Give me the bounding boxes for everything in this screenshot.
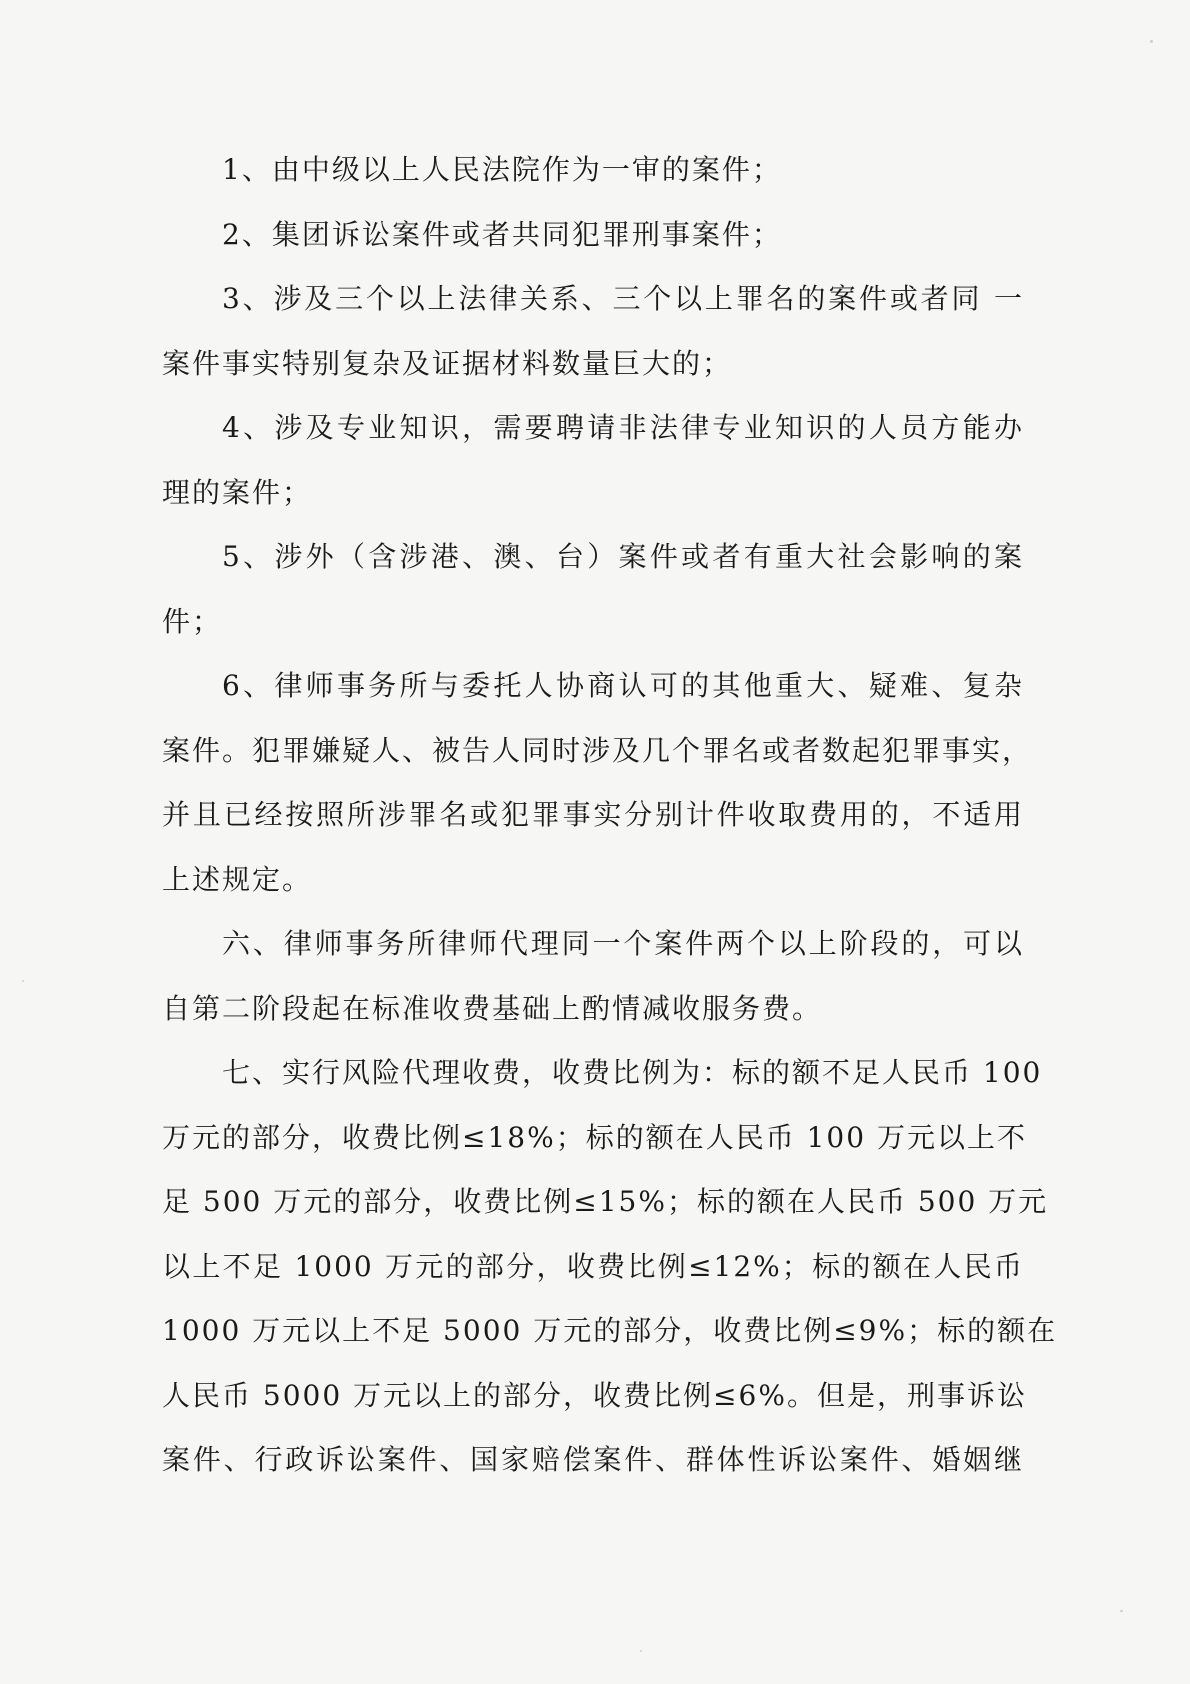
item-1-line: 1、由中级以上人民法院作为一审的案件； <box>222 153 782 186</box>
clause-7-line-4: 以上不足 1000 万元的部分，收费比例≤12%；标的额在人民币 <box>162 1249 1024 1283</box>
item-4-line-1: 4、涉及专业知识，需要聘请非法律专业知识的人员方能办 <box>222 411 1024 444</box>
clause-6-line-1: 六、律师事务所律师代理同一个案件两个以上阶段的，可以 <box>222 927 1024 960</box>
item-6-line-4: 上述规定。 <box>162 862 313 896</box>
item-6-line-3: 并且已经按照所涉罪名或犯罪事实分别计件收取费用的，不适用 <box>162 798 1024 831</box>
item-5-line-2: 件； <box>162 604 223 638</box>
scan-speck <box>640 1650 642 1652</box>
item-4-line-2: 理的案件； <box>162 475 313 509</box>
item-2-line: 2、集团诉讼案件或者共同犯罪刑事案件； <box>222 217 782 251</box>
item-6-line-2: 案件。犯罪嫌疑人、被告人同时涉及几个罪名或者数起犯罪事实， <box>162 733 1033 767</box>
document-body <box>162 148 1058 1503</box>
item-3-line-2: 案件事实特别复杂及证据材料数量巨大的； <box>162 346 733 380</box>
clause-7-line-1: 七、实行风险代理收费，收费比例为：标的额不足人民币 100 <box>222 1056 1043 1089</box>
scan-speck <box>1150 40 1153 43</box>
scan-speck <box>22 980 24 982</box>
clause-7-line-6: 人民币 5000 万元以上的部分，收费比例≤6%。但是，刑事诉讼 <box>162 1378 1027 1412</box>
clause-6-line-2: 自第二阶段起在标准收费基础上酌情减收服务费。 <box>162 991 823 1025</box>
item-5-line-1: 5、涉外（含涉港、澳、台）案件或者有重大社会影响的案 <box>222 540 1024 573</box>
item-6-line-1: 6、律师事务所与委托人协商认可的其他重大、疑难、复杂 <box>222 669 1024 702</box>
item-3-line-1: 3、涉及三个以上法律关系、三个以上罪名的案件或者同 一 <box>222 282 1024 315</box>
clause-7-line-7: 案件、行政诉讼案件、国家赔偿案件、群体性诉讼案件、婚姻继 <box>162 1443 1024 1476</box>
clause-7-line-2: 万元的部分，收费比例≤18%；标的额在人民币 100 万元以上不 <box>162 1120 1027 1154</box>
clause-7-line-3: 足 500 万元的部分，收费比例≤15%；标的额在人民币 500 万元 <box>162 1185 1049 1218</box>
clause-7-line-5: 1000 万元以上不足 5000 万元的部分，收费比例≤9%；标的额在 <box>162 1314 1058 1347</box>
scan-speck <box>1120 1610 1123 1612</box>
